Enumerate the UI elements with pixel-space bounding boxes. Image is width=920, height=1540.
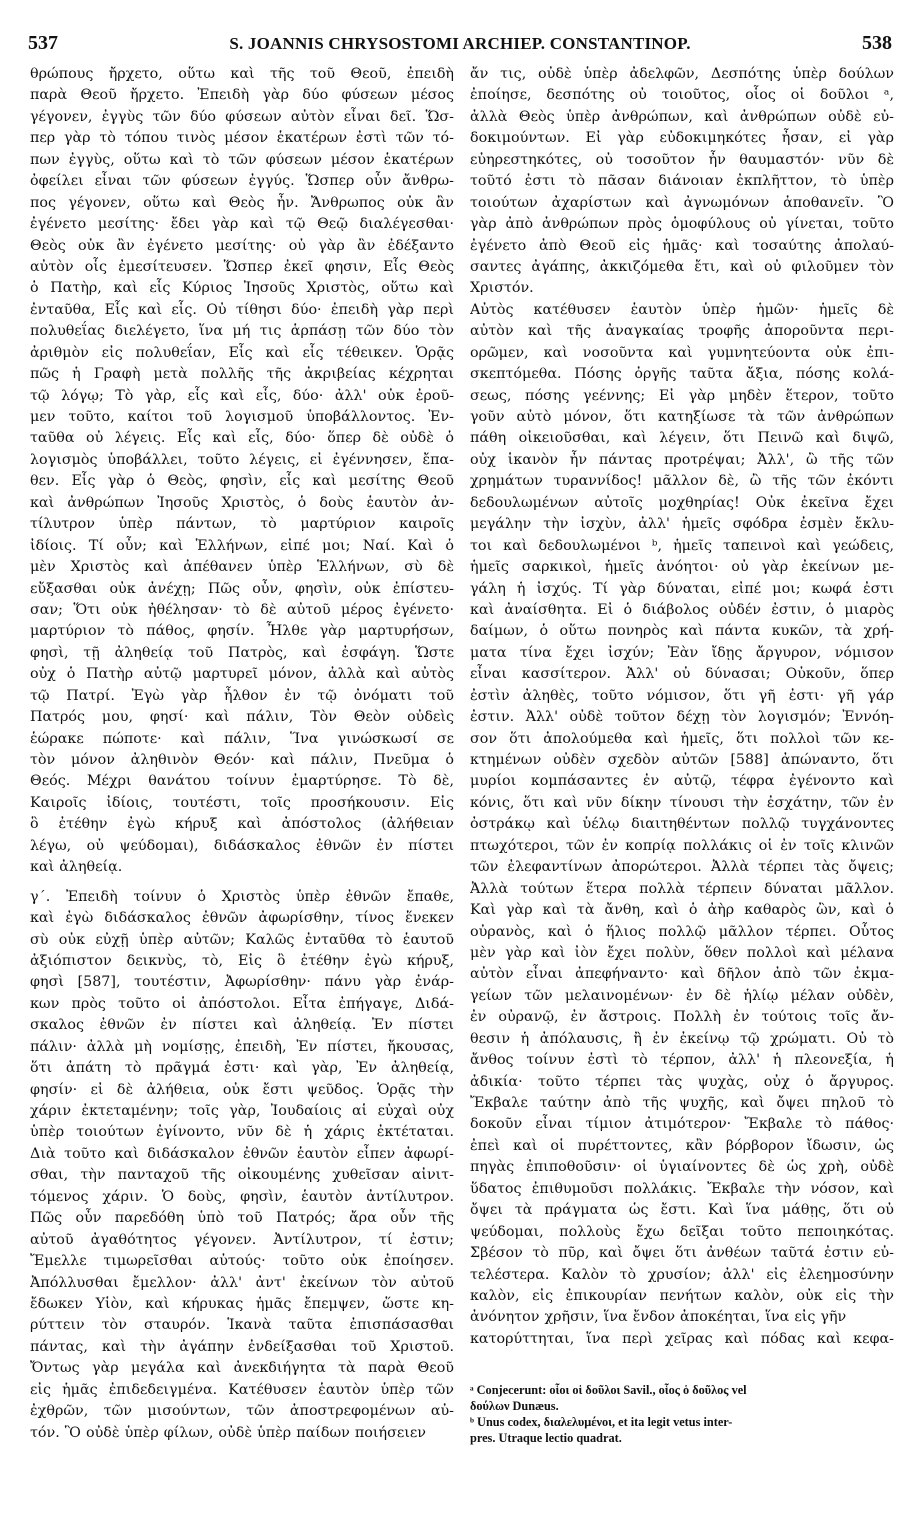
text-line: θεσιν ἡ ἀπόλαυσις, ἢ ἐν ἐκείνῳ τῷ χρώματι. Οὐ τὸ <box>470 1030 894 1047</box>
text-line: μὲν γὰρ καὶ ἰὸν ἔχει πολὺν, ὅθεν πολλοὶ καὶ μέλανα <box>470 944 894 961</box>
text-line: πάθη οἰκειοῦσθαι, καὶ λέγειν, ὅτι Πεινῶ καὶ διψῶ, <box>470 430 894 447</box>
text-line: φησὶ, τῇ ἀληθείᾳ τοῦ Πατρὸς, καὶ ἐσφάγη. Ὥστε <box>30 644 454 661</box>
text-line: τῶν ἐλεφαντίνων ἀπορώτεροι. Ἀλλὰ τέρπει τὰς ὄψεις; <box>470 859 894 876</box>
text-line: ἐγένετο μεσίτης· ἔδει γὰρ καὶ τῷ Θεῷ διαλέγεσθαι· <box>30 216 454 233</box>
text-line: Διὰ τοῦτο καὶ διδάσκαλον ἐθνῶν ἑαυτὸν εἶπεν ἀφωρί- <box>30 1145 454 1162</box>
text-line: θρώπους ἤρχετο, οὕτω καὶ τῆς τοῦ Θεοῦ, ἐπειδὴ <box>30 66 454 82</box>
text-line: ἐστιν. Ἀλλ' οὐδὲ τοῦτον δέχῃ τὸν λογισμόν; Ἐννόη- <box>470 709 894 726</box>
text-line: αὐτὸν καὶ τῆς ἀναγκαίας τροφῆς ἀποροῦντα περι- <box>470 323 894 340</box>
running-title: S. JOANNIS CHRYSOSTOMI ARCHIEP. CONSTANTINOP. <box>229 34 691 53</box>
text-line: λογισμὸς ὑποβάλλει, τοῦτο λέγεις, εἰ ἐγέννησεν, ἔπα- <box>30 451 454 468</box>
text-line: πῶς ἡ Γραφὴ μετὰ πολλῆς τῆς ἀκριβείας κέχρηται <box>30 366 454 383</box>
text-line: τοι καὶ δεδουλωμένοι ᵇ, ἡμεῖς ταπεινοὶ καὶ γεώδεις, <box>470 537 894 554</box>
text-line: σθαι, τὴν πανταχοῦ τῆς οἰκουμένης χυθεῖσαν αἰνιτ- <box>30 1167 454 1184</box>
footnote-line: ᵇ Unus codex, διαλελυμένοι, et ita legit vetus inter- <box>470 1415 733 1429</box>
running-header <box>28 32 892 58</box>
text-line: τῷ λόγῳ; Τὸ γὰρ, εἷς καὶ εἷς, δύο· ἀλλ' οὐκ ἐροῦ- <box>30 387 454 404</box>
text-line: καὶ ἀληθείᾳ. <box>30 859 123 876</box>
text-line: θεν. Εἷς γὰρ ὁ Θεὸς, φησὶν, εἷς καὶ μεσίτης Θεοῦ <box>30 473 454 490</box>
text-line: οὐχ ἱκανὸν ἦν πάντας προτρέψαι; Ἀλλ', ὢ τῆς τῶν <box>470 451 894 468</box>
text-line: ὀφείλει εἶναι τῶν φύσεων ἐγγύς. Ὥσπερ οὖν ἄνθρω- <box>30 173 454 190</box>
page-number-left: 537 <box>28 32 58 54</box>
text-line: ὃ ἐτέθην ἐγὼ κήρυξ καὶ ἀπόστολος (ἀλήθειαν <box>30 816 454 833</box>
text-line: κόνις, ὅτι καὶ νῦν δίκην τίνουσι τὴν ἐσχάτην, τῶν ἐν <box>470 794 894 811</box>
footnote-line: pres. Utraque lectio quadrat. <box>470 1431 622 1445</box>
text-line: ψεύδομαι, πολλοὺς ἔχω δεῖξαι τοῦτο πεποιηκότας. <box>470 1223 894 1240</box>
text-line: κων πρὸς τοῦτο οἱ ἀπόστολοι. Εἶτα ἐπήγαγε, Διδά- <box>30 995 454 1012</box>
text-line: αὐτὸν οἷς ἐμεσίτευσεν. Ὥσπερ ἐκεῖ φησιν, Εἷς Θεὸς <box>30 258 454 275</box>
text-line: γάλη ἡ ἰσχύς. Τί γὰρ δύναται, εἰπέ μοι; κωφά ἐστι <box>470 580 894 597</box>
text-line: εἶναι κασσίτερον. Ἀλλ' οὐ δύνασαι; Οὐκοῦν, ὅπερ <box>470 666 894 683</box>
text-line: καὶ ἀναίσθητα. Εἰ ὁ διάβολος οὐδέν ἐστιν, ὁ μιαρὸς <box>470 601 894 618</box>
text-line: λέγω, οὐ ψεύδομαι), διδάσκαλος ἐθνῶν ἐν πίστει <box>30 837 454 854</box>
paragraph-gap <box>30 879 454 887</box>
text-line: πάντας, καὶ τὴν ἀγάπην ἐνδείξασθαι τοῦ Χριστοῦ. <box>30 1338 454 1355</box>
text-line: πάλιν· ἀλλὰ μὴ νομίσῃς, ἐπειδὴ, Ἐν πίστει, ἤκουσας, <box>30 1038 454 1055</box>
text-line: ἀνόνητον χρῆσιν, ἵνα ἔνδον ἀποκέηται, ἵνα εἰς γῆν <box>470 1309 847 1326</box>
text-line: ἐγένετο ἀπὸ Θεοῦ εἰς ἡμᾶς· καὶ τοσαύτης ἀπολαύ- <box>470 237 894 254</box>
text-line: ταῦθα οὐ λέγεις. Εἷς καὶ εἷς, δύο· ὅπερ δὲ οὐδὲ ὁ <box>30 430 454 447</box>
text-line: εὐηρεστηκότες, οὐ τοσοῦτον ἦν θαυμαστόν· νῦν δὲ <box>470 151 894 168</box>
text-line: ματα τίνα ἔχει ἰσχύν; Ἐὰν ἴδῃς ἄργυρον, νόμισον <box>470 644 894 661</box>
text-line: κτημένων οὐδὲν σχεδὸν αὐτῶν [588] ἀπώναντο, ὅτι <box>470 752 894 768</box>
text-line: τίλυτρον ὑπὲρ πάντων, τὸ μαρτύριον καιροῖς <box>30 516 454 533</box>
text-line: ἀριθμὸν εἰς πολυθεΐαν, Εἷς καὶ εἷς τέθεικεν. Ὁρᾷς <box>30 344 454 361</box>
text-line: τόμενος χάριν. Ὁ δοὺς, φησὶν, ἑαυτὸν ἀντίλυτρον. <box>30 1188 454 1205</box>
text-line: ἡμεῖς σαρκικοὶ, ἡμεῖς ἀνόητοι· οὐ γὰρ ἐκείνων με- <box>470 559 894 576</box>
text-line: ρύττειν τὸν σταυρόν. Ἱκανὰ ταῦτα ἐπισπάσασθαι <box>30 1317 454 1334</box>
text-line: Πῶς οὖν παρεδόθη ὑπὸ τοῦ Πατρός; ἄρα οὖν τῆς <box>30 1210 454 1227</box>
text-line: Αὐτὸς κατέθυσεν ἑαυτὸν ὑπὲρ ἡμῶν· ἡμεῖς δὲ <box>470 301 894 318</box>
text-line: ἀδικία· τοῦτο τέρπει τὰς ψυχὰς, οὐχ ὁ ἄργυρος. <box>470 1073 894 1090</box>
text-line: ὕδατος ἐπιθυμοῦσι πολλάκις. Ἔκβαλε τὴν νόσον, καὶ <box>470 1180 894 1197</box>
text-line: καὶ ἐγὼ διδάσκαλος ἐθνῶν ἀφωρίσθην, τίνος ἕνεκεν <box>30 910 454 927</box>
text-line: Ἀπόλλυσθαι ἔμελλον· ἀλλ' ἀντ' ἐκείνων τὸν αὐτοῦ <box>30 1274 454 1291</box>
text-line: περ γὰρ τὸ τόπου τινὸς μέσον ἑκατέρων ἐστὶ τῶν τό- <box>30 130 454 147</box>
text-line: καὶ ἀνθρώπων Ἰησοῦς Χριστὸς, ὁ δοὺς ἑαυτὸν ἀν- <box>30 494 454 511</box>
text-line: ἐποίησε, δεσπότης οὐ τοιοῦτος, οἷος οἱ δοῦλοι ᵃ, <box>470 87 894 104</box>
text-line: καλὸν, εἰς ἐπικουρίαν πενήτων καλὸν, οὐκ εἰς τὴν <box>470 1287 894 1304</box>
text-line: ἄν τις, οὐδὲ ὑπὲρ ἀδελφῶν, Δεσπότης ὑπὲρ δούλων <box>470 66 894 82</box>
text-line: Πατρός μου, φησί· καὶ πάλιν, Τὸν Θεὸν οὐδεὶς <box>30 709 454 726</box>
text-line: ἐνταῦθα, Εἷς καὶ εἷς. Οὐ τίθησι δύο· ἐπειδὴ γὰρ περὶ <box>30 301 454 318</box>
text-line: παρὰ Θεοῦ ἤρχετο. Ἐπειδὴ γὰρ δύο φύσεων μέσος <box>30 87 454 104</box>
text-line: ὄψει τὰ πράγματα ὡς ἔστι. Καὶ ἵνα μάθῃς, ὅτι οὐ <box>470 1202 894 1219</box>
text-line: ὅτι ἀπάτη τὸ πρᾶγμά ἐστι· καὶ γὰρ, Ἐν ἀληθείᾳ, <box>30 1060 454 1077</box>
text-line: Ἔμελλε τιμωρεῖσθαι αὐτούς· τοῦτο οὐκ ἐποίησεν. <box>30 1253 454 1270</box>
text-line: ἀξιόπιστον δεικνὺς, τὸ, Εἰς ὃ ἐτέθην ἐγὼ κήρυξ, <box>30 952 454 969</box>
text-line: Καὶ γὰρ καὶ τὰ ἄνθη, καὶ ὁ ἀὴρ καθαρὸς ὢν, καὶ ὁ <box>470 902 894 919</box>
right-column <box>470 64 894 1350</box>
text-line: οὐρανὸς, καὶ ὁ ἥλιος πολλῷ μᾶλλον τέρπει. Οὗτος <box>470 923 894 940</box>
text-line: ἐχθρῶν, τῶν μισούντων, τῶν ἀποστρεφομένων αὐ- <box>30 1403 454 1420</box>
text-line: δαίμων, ὁ οὕτω πονηρὸς καὶ πάντα κυκῶν, τὰ χρή- <box>470 623 894 640</box>
left-column <box>30 64 454 1444</box>
text-line: τελέστερα. Καλὸν τὸ χρυσίον; ἀλλ' εἰς ἐλεημοσύνην <box>470 1266 894 1283</box>
text-line: Θεὸς οὐκ ἂν ἐγένετο μεσίτης· οὐ γὰρ ἂν ἐδέξαντο <box>30 237 454 254</box>
text-line: ἰδίοις. Τί οὖν; καὶ Ἑλλήνων, εἰπέ μοι; Ναί. Καὶ ὁ <box>30 537 454 554</box>
text-line: τόν. Ὃ οὐδὲ ὑπὲρ φίλων, οὐδὲ ὑπὲρ παίδων ποιήσειεν <box>30 1424 426 1441</box>
text-line: σαν; Ὅτι οὐκ ἠθέλησαν· τὸ δὲ αὐτοῦ μέρος ἐγένετο· <box>30 601 454 618</box>
text-line: Ἔκβαλε ταύτην ἀπὸ τῆς ψυχῆς, καὶ ὄψει πηλοῦ τὸ <box>470 1095 894 1111</box>
text-line: αὐτὸν εἶναι ἀπεφήναντο· καὶ δῆλον ἀπὸ τῶν ἐκμα- <box>470 966 894 983</box>
text-line: σαντες ἀγάπης, ἀκκιζόμεθα ἔτι, καὶ οὐ φιλοῦμεν τὸν <box>470 258 894 275</box>
text-line: γείων τῶν μελαινομένων· ἐν δὲ ἡλίῳ μέλαν οὐδὲν, <box>470 987 894 1004</box>
text-line: σκαλος ἐθνῶν ἐν πίστει καὶ ἀληθείᾳ. Ἐν πίστει <box>30 1017 454 1034</box>
text-line: οὐχ ὁ Πατὴρ αὐτῷ μαρτυρεῖ μόνον, ἀλλὰ καὶ αὐτὸς <box>30 666 454 683</box>
text-line: Καιροῖς ἰδίοις, τουτέστι, τοῖς προσήκουσιν. Εἰς <box>30 794 454 811</box>
text-line: γ΄. Ἐπειδὴ τοίνυν ὁ Χριστὸς ὑπὲρ ἐθνῶν ἔπαθε, <box>30 888 454 905</box>
text-line: ἀλλὰ Θεὸς ὑπὲρ ἀνθρώπων, καὶ ἀνθρώπων οὐδὲ εὐ- <box>470 108 894 125</box>
text-line: χάριν ἐκτεταμένην; τοῖς γὰρ, Ἰουδαίοις αἱ εὐχαὶ οὐχ <box>30 1103 454 1119</box>
page-number-right: 538 <box>862 32 892 54</box>
text-line: ἄνθος τοίνυν ἐστὶ τὸ τέρπον, ἀλλ' ἡ πλεονεξία, ἡ <box>470 1052 894 1069</box>
text-line: γὰρ ἀπὸ ἀνθρώπων πρὸς ὁμοφύλους οὐ γίνεται, τοῦτο <box>470 216 894 233</box>
footnote-line: δούλων Dunæus. <box>470 1399 559 1413</box>
text-line: Ὄντως γὰρ μεγάλα καὶ ἀνεκδιήγητα τὰ παρὰ Θεοῦ <box>30 1360 454 1377</box>
text-line: δεδουλωμένων αὐτοῖς μοχθηρίας! Οὐκ ἐκεῖνα ἔχει <box>470 494 894 511</box>
text-line: τοῦτό ἐστι τὸ πᾶσαν διάνοιαν ἐκπλῆττον, τὸ ὑπὲρ <box>470 173 894 190</box>
text-line: Θεός. Μέχρι θανάτου τοίνυν ἐμαρτύρησε. Τὸ δὲ, <box>30 773 454 790</box>
text-line: πων ἐγγὺς, οὕτω καὶ τὸ τῶν φύσεων μέσον ἑκατέρων <box>30 151 454 168</box>
text-line: ὑπὲρ τοιούτων ἐγίνοντο, νῦν δὲ ἡ χάρις ἐκτέταται. <box>30 1124 454 1141</box>
text-line: γέγονεν, ἐγγὺς τῶν δύο φύσεων αὐτὸν εἶναι δεῖ. Ὥσ- <box>30 108 454 125</box>
text-line: Ἀλλὰ τούτων ἕτερα πολλὰ τέρπειν δύναται μᾶλλον. <box>470 880 894 897</box>
text-line: ὀστράκῳ καὶ ὑέλῳ διαιτηθέντων πολλῷ τυγχάνοντες <box>470 816 894 833</box>
text-line: ἔδωκεν Υἱὸν, καὶ κήρυκας ἡμᾶς ἔπεμψεν, ὥστε κη- <box>30 1295 454 1312</box>
text-line: δοκοῦν εἶναι τίμιον ἀτιμότερον· Ἔκβαλε τὸ πάθος· <box>470 1116 894 1133</box>
text-line: Χριστόν. <box>470 280 534 297</box>
text-line: ὁ Πατὴρ, καὶ εἷς Κύριος Ἰησοῦς Χριστὸς, οὕτω καὶ <box>30 280 454 297</box>
text-line: ορῶμεν, καὶ νοσοῦντα καὶ γυμνητεύοντα οὐκ ἐπι- <box>470 344 894 361</box>
text-line: φησίν· εἰ δὲ ἀλήθεια, οὐκ ἔστι ψεῦδος. Ὁρᾷς τὴν <box>30 1081 454 1098</box>
text-line: κατορύττηται, ἵνα περὶ χεῖρας καὶ πόδας καὶ κεφα- <box>470 1330 894 1347</box>
footnote-line: ᵃ Conjecerunt: οἷοι οἱ δοῦλοι Savil., οἷος ὁ δοῦλος vel <box>470 1383 747 1397</box>
text-line: σκεπτόμεθα. Πόσης ὀργῆς ταῦτα ἄξια, πόσης κολά- <box>470 366 894 383</box>
text-line: ἐν οὐρανῷ, ἐν ἄστροις. Πολλὴ ἐν τούτοις τοῖς ἄν- <box>470 1009 894 1026</box>
text-line: πηγὰς ἐπιποθοῦσιν· οἱ ὑγιαίνοντες δὲ ὡς χρὴ, οὐδὲ <box>470 1159 894 1176</box>
text-line: δοκιμούντων. Εἰ γὰρ εὐδοκιμηκότες ἦσαν, εἰ γὰρ <box>470 130 894 147</box>
text-line: τὸν μόνον ἀληθινὸν Θεόν· καὶ πάλιν, Πνεῦμα ὁ <box>30 752 454 768</box>
text-line: γοῦν αὐτὸ μόνον, ὅτι κατηξίωσε τὰ τῶν ἀνθρώπων <box>470 409 894 425</box>
text-line: ἐστὶν ἀληθὲς, τοῦτο νόμισον, ὅτι γῆ ἐστι· γῆ γάρ <box>470 687 894 704</box>
text-line: σον ὅτι ἀπολούμεθα καὶ ἡμεῖς, ὅτι πολλοὶ τῶν κε- <box>470 730 894 747</box>
text-line: Σβέσον τὸ πῦρ, καὶ ὄψει ὅτι ἀνθέων ταῦτά ἐστιν εὐ- <box>470 1245 894 1262</box>
text-line: μεγάλην τὴν ἰσχὺν, ἀλλ' ἡμεῖς σφόδρα ἐσμὲν ἔκλυ- <box>470 516 894 533</box>
footnotes <box>470 1382 894 1446</box>
text-line: αὐτοῦ ἀγαθότητος γέγονεν. Ἀντίλυτρον, τί ἐστιν; <box>30 1231 454 1248</box>
text-line: σεως, πόσης γεέννης; Εἰ γὰρ μηδὲν ἕτερον, τοῦτο <box>470 387 894 404</box>
text-line: μαρτύριον τὸ πάθος, φησίν. Ἦλθε γὰρ μαρτυρήσων, <box>30 623 454 640</box>
text-line: μὲν Χριστὸς καὶ ἀπέθανεν ὑπὲρ Ἑλλήνων, σὺ δὲ <box>30 559 454 576</box>
text-line: μεν τοῦτο, καίτοι τοῦ λογισμοῦ ὑποβάλλοντος. Ἐν- <box>30 409 454 425</box>
text-line: χρημάτων τυραννίδος! μᾶλλον δὲ, ὢ τῆς τῶν ἐκόντι <box>470 473 894 490</box>
text-line: ἐπεὶ καὶ οἱ πυρέττοντες, κἂν βόρβορον ἴδωσιν, ὡς <box>470 1137 894 1154</box>
text-line: τῷ Πατρί. Ἐγὼ γὰρ ἦλθον ἐν τῷ ὀνόματι τοῦ <box>30 687 454 704</box>
text-line: μυρίοι κομπάσαντες ἐν αὐτῷ, τέφρα ἐγένοντο καὶ <box>470 773 894 790</box>
text-line: φησὶ [587], τουτέστιν, Ἀφωρίσθην· πάνυ γὰρ ἐνάρ- <box>30 974 454 991</box>
text-line: πος γέγονεν, οὕτω καὶ Θεὸς ἦν. Ἄνθρωπος οὐκ ἂν <box>30 194 454 211</box>
text-line: τοιούτων ἀχαρίστων καὶ ἀγνωμόνων ἀποθανεῖν. Ὃ <box>470 194 894 211</box>
text-line: σὺ οὐκ εὐχῇ ὑπὲρ αὐτῶν; Καλῶς ἐνταῦθα τὸ ἑαυτοῦ <box>30 931 454 948</box>
text-line: ἑώρακε πώποτε· καὶ πάλιν, Ἵνα γινώσκωσί σε <box>30 730 454 747</box>
text-line: εἰς ἡμᾶς ἐπιδεδειγμένα. Κατέθυσεν ἑαυτὸν ὑπὲρ τῶν <box>30 1381 454 1398</box>
text-line: πτωχότεροι, τῶν ἐν κοπρίᾳ πολλάκις οἱ ἐν τοῖς κλινῶν <box>470 837 894 854</box>
text-line: εὔξασθαι οὐκ ἀνέχῃ; Πῶς οὖν, φησὶν, οὐκ ἐπίστευ- <box>30 580 454 597</box>
text-line: πολυθεΐας διελέγετο, ἵνα μή τις ἁρπάσῃ τῶν δύο τὸν <box>30 323 454 340</box>
